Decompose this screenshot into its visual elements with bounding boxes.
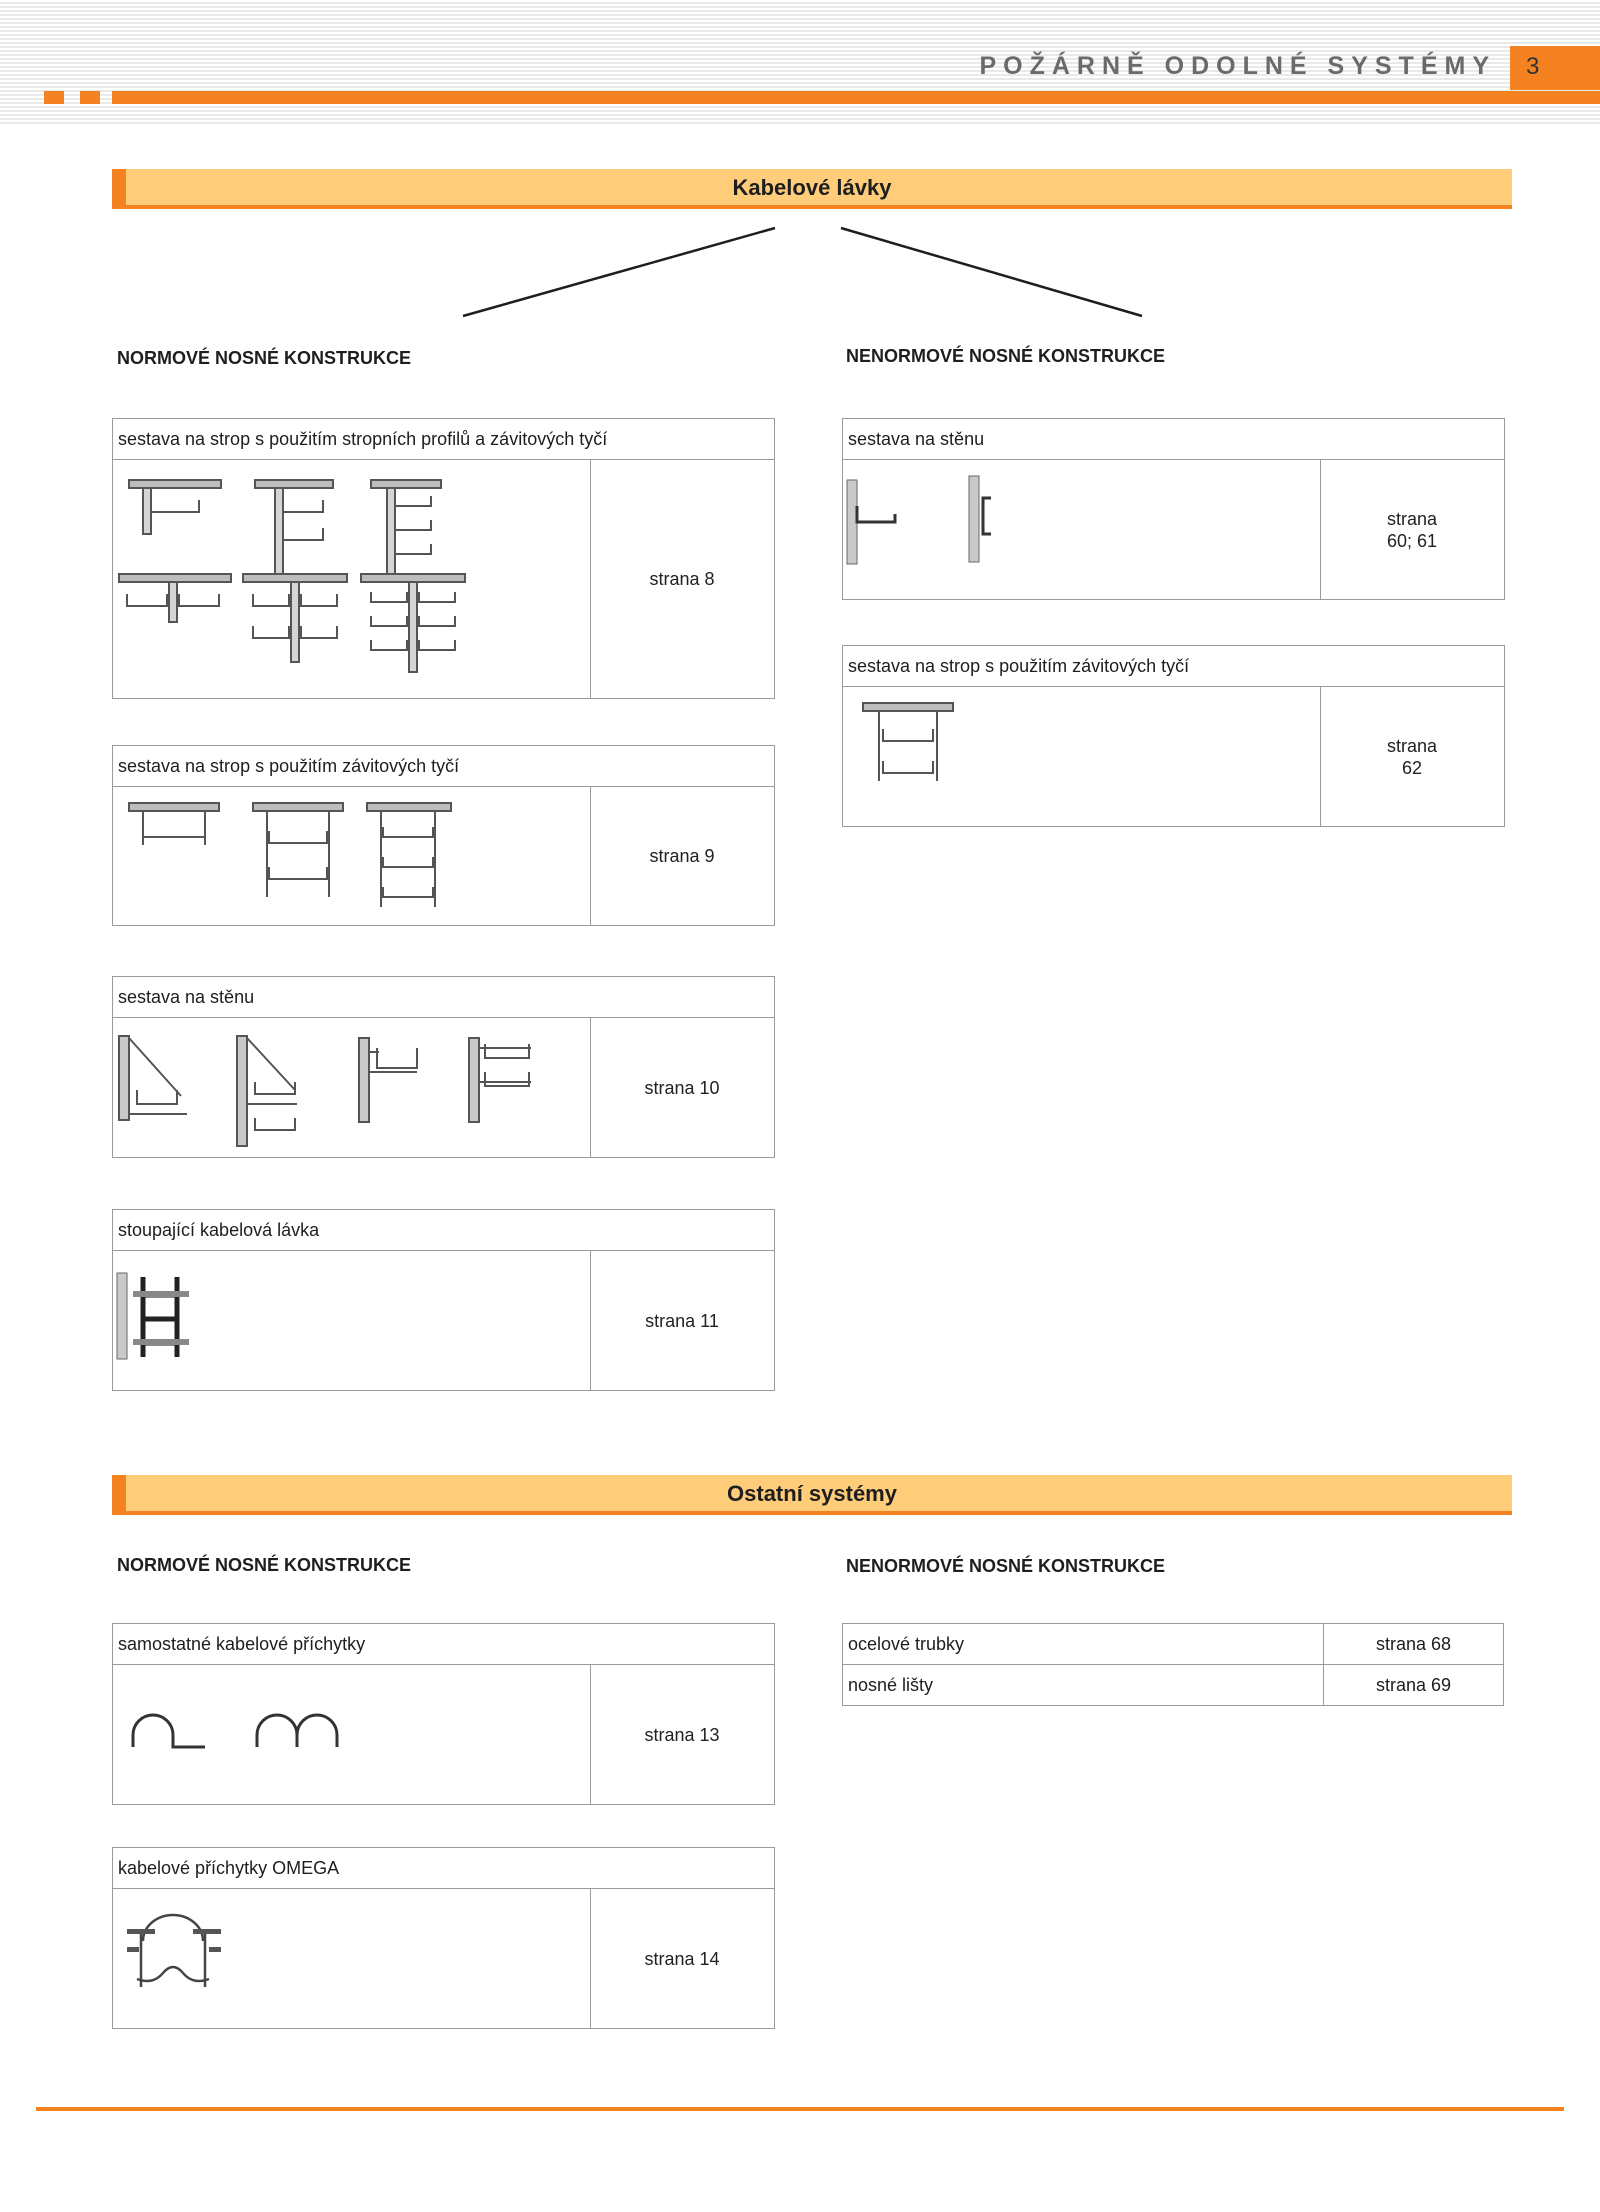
threaded-rod-hanger-icon [843,687,1321,826]
footer-line [36,2107,1564,2111]
item-caption: samostatné kabelové příchytky [113,1624,774,1665]
normative-heading: NORMOVÉ NOSNÉ KONSTRUKCE [117,1555,412,1575]
wall-bracket-icon [113,1018,591,1157]
item-card[interactable] [112,1209,775,1391]
table-row[interactable] [843,1665,1504,1706]
page-reference [1320,460,1504,599]
branch-lines [0,0,1600,340]
page-reference: strana 8 [649,569,715,589]
item-card[interactable] [112,1623,775,1805]
wall-bracket-icon [843,460,1321,599]
page-reference: strana 14 [644,1948,720,1969]
item-caption: sestava na strop s použitím závitových tyčí [113,746,774,787]
cable-clip-icon [113,1665,591,1804]
omega-clip-icon [113,1889,591,2028]
document-title: POŽÁRNĚ ODOLNÉ SYSTÉMY [979,52,1496,80]
item-card[interactable] [842,418,1505,600]
item-caption: sestava na stěnu [113,977,774,1018]
row-label: ocelové trubky [843,1624,1324,1665]
page-reference: strana 13 [644,1724,720,1745]
page-reference-table [842,1623,1504,1706]
page-reference [1320,687,1504,826]
page-reference: strana 10 [644,1077,720,1098]
row-page: strana 68 [1324,1624,1504,1665]
row-label: nosné lišty [843,1665,1324,1706]
threaded-rod-hanger-icon [113,787,591,925]
page-reference-label: strana [1386,735,1438,756]
item-caption: sestava na strop s použitím závitových tyčí [843,646,1504,687]
non-normative-heading: NENORMOVÉ NOSNÉ KONSTRUKCE [846,1556,1166,1576]
item-card[interactable] [112,418,775,699]
item-card[interactable] [842,645,1505,827]
item-card[interactable] [112,745,775,926]
item-caption: stoupající kabelová lávka [113,1210,774,1251]
page-reference-number: 60; 61 [1386,530,1438,551]
vertical-ladder-icon [113,1251,591,1390]
section-title: Ostatní systémy [727,1481,897,1506]
normative-heading: NORMOVÉ NOSNÉ KONSTRUKCE [117,348,412,368]
page-reference-label: strana [1386,508,1437,529]
page-reference: strana 11 [645,1310,719,1331]
page-number: 3 [1510,46,1600,90]
item-caption: sestava na stěnu [843,419,1504,460]
row-page: strana 69 [1324,1665,1504,1706]
item-card[interactable] [112,976,775,1158]
page-reference-number: 62 [1401,757,1423,778]
non-normative-heading: NENORMOVÉ NOSNÉ KONSTRUKCE [846,346,1166,366]
section-title-bar [112,1475,1512,1515]
section-title: Kabelové lávky [732,175,892,200]
page-reference: strana 9 [649,846,715,866]
ceiling-profile-bracket-icon [113,460,591,698]
item-caption: sestava na strop s použitím stropních profilů a závitových tyčí [113,419,774,460]
item-caption: kabelové příchytky OMEGA [113,1848,774,1889]
item-card[interactable] [112,1847,775,2029]
table-row[interactable] [843,1624,1504,1665]
